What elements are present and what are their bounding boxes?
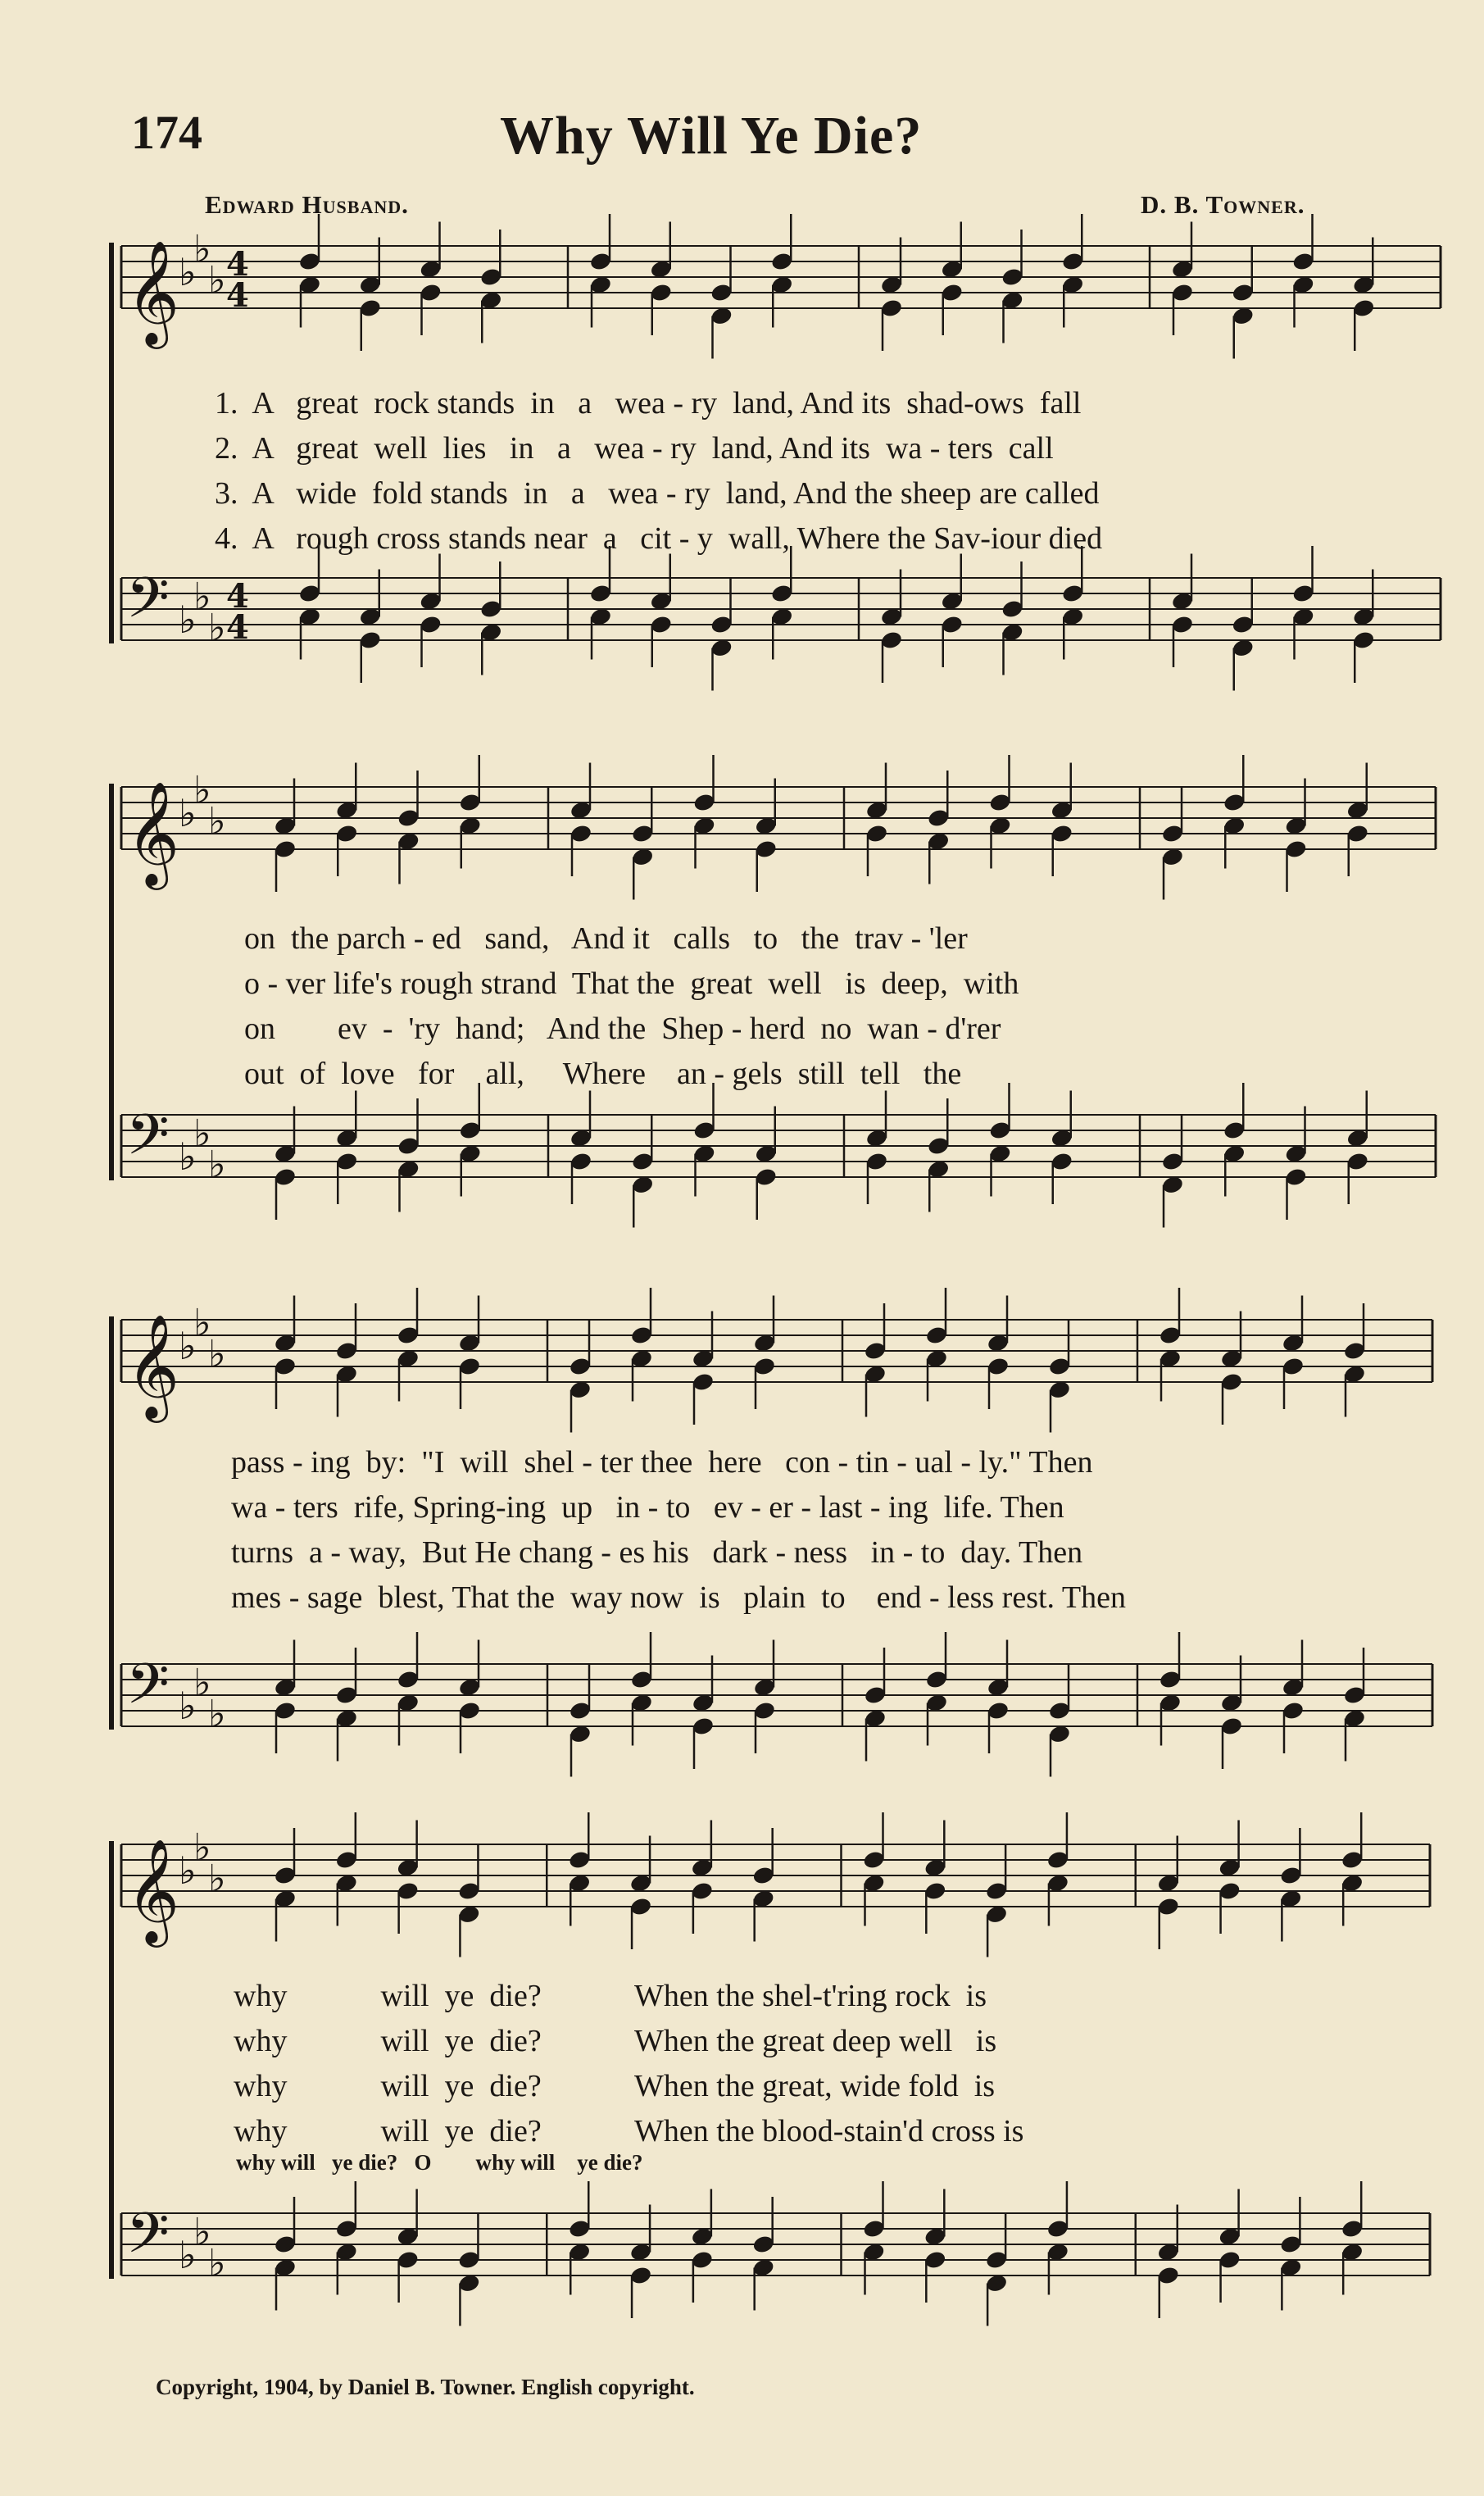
music-credit: D. B. Towner. xyxy=(1141,190,1305,219)
verse-line-s1-v2: 2. A great well lies in a wea - ry land, And its wa - ters call xyxy=(215,431,1054,466)
verse-line-s4-v1: why will ye die? When the shel-t'ring rock is xyxy=(234,1979,987,2013)
time-signature-bottom: 4 xyxy=(226,276,249,315)
flat-icon: ♭ xyxy=(208,2240,226,2285)
flat-icon: ♭ xyxy=(179,1684,197,1728)
hymn-title: Why Will Ye Die? xyxy=(500,106,923,166)
verse-line-s4-v3: why will ye die? When the great, wide fold is xyxy=(234,2069,996,2103)
bass-clef-icon: 𝄢 xyxy=(126,566,170,644)
verse-line-s2-v4: out of love for all, Where an - gels still tell the xyxy=(244,1057,962,1091)
words-credit: Edward Husband. xyxy=(205,190,409,219)
verse-line-s2-v3: on ev - 'ry hand; And the Shep - herd no wan - d'rer xyxy=(244,1012,1001,1046)
flat-icon: ♭ xyxy=(179,250,197,294)
flat-icon: ♭ xyxy=(179,1848,197,1893)
flat-icon: ♭ xyxy=(179,1134,197,1179)
verse-line-s1-v3: 3. A wide fold stands in a wea - ry land, And the sheep are called xyxy=(215,476,1100,511)
flat-icon: ♭ xyxy=(193,2209,211,2254)
flat-icon: ♭ xyxy=(193,767,211,812)
bass-clef-icon: 𝄢 xyxy=(126,1653,170,1730)
bass-clef-icon: 𝄢 xyxy=(126,2202,170,2280)
flat-icon: ♭ xyxy=(193,1660,211,1705)
verse-line-s2-v1: on the parch - ed sand, And it calls to the trav - 'ler xyxy=(244,921,968,956)
verse-line-s3-v3: turns a - way, But He chang - es his dark - ness in - to day. Then xyxy=(231,1535,1083,1570)
flat-icon: ♭ xyxy=(193,574,211,619)
flat-icon: ♭ xyxy=(208,1691,226,1736)
treble-clef-icon: 𝄞 xyxy=(126,1838,180,1943)
flat-icon: ♭ xyxy=(193,1825,211,1870)
flat-icon: ♭ xyxy=(208,1331,226,1376)
verse-line-s2-v2: o - ver life's rough strand That the great well is deep, with xyxy=(244,966,1019,1001)
bass-echo-lyric: why will ye die? O why will ye die? xyxy=(236,2150,643,2175)
time-signature-top: 4 xyxy=(226,245,249,284)
verse-line-s1-v4: 4. A rough cross stands near a cit - y wall, Where the Sav-iour died xyxy=(215,521,1103,556)
copyright-notice: Copyright, 1904, by Daniel B. Towner. English copyright. xyxy=(156,2375,695,2399)
verse-line-s3-v4: mes - sage blest, That the way now is plain to end - less rest. Then xyxy=(231,1580,1126,1615)
time-signature-bottom: 4 xyxy=(226,608,249,647)
flat-icon: ♭ xyxy=(208,605,226,650)
flat-icon: ♭ xyxy=(179,791,197,835)
flat-icon: ♭ xyxy=(193,1300,211,1345)
time-signature-top: 4 xyxy=(226,577,249,616)
treble-clef-icon: 𝄞 xyxy=(126,780,180,885)
flat-icon: ♭ xyxy=(208,1142,226,1187)
flat-icon: ♭ xyxy=(208,798,226,843)
verse-line-s4-v2: why will ye die? When the great deep well is xyxy=(234,2024,997,2058)
flat-icon: ♭ xyxy=(208,1856,226,1901)
treble-clef-icon: 𝄞 xyxy=(126,1313,180,1418)
flat-icon: ♭ xyxy=(208,257,226,302)
verse-line-s4-v4: why will ye die? When the blood-stain'd cross is xyxy=(234,2114,1024,2148)
verse-line-s3-v1: pass - ing by: "I will shel - ter thee here con - tin - ual - ly." Then xyxy=(231,1445,1093,1480)
flat-icon: ♭ xyxy=(193,226,211,271)
hymn-number: 174 xyxy=(131,106,202,159)
flat-icon: ♭ xyxy=(179,598,197,642)
flat-icon: ♭ xyxy=(193,1111,211,1156)
bass-clef-icon: 𝄢 xyxy=(126,1103,170,1181)
flat-icon: ♭ xyxy=(179,1324,197,1368)
flat-icon: ♭ xyxy=(179,2233,197,2277)
verse-line-s3-v2: wa - ters rife, Spring-ing up in - to ev - er - last - ing life. Then xyxy=(231,1490,1064,1525)
treble-clef-icon: 𝄞 xyxy=(126,239,180,344)
verse-line-s1-v1: 1. A great rock stands in a wea - ry land, And its shad-ows fall xyxy=(215,386,1082,421)
